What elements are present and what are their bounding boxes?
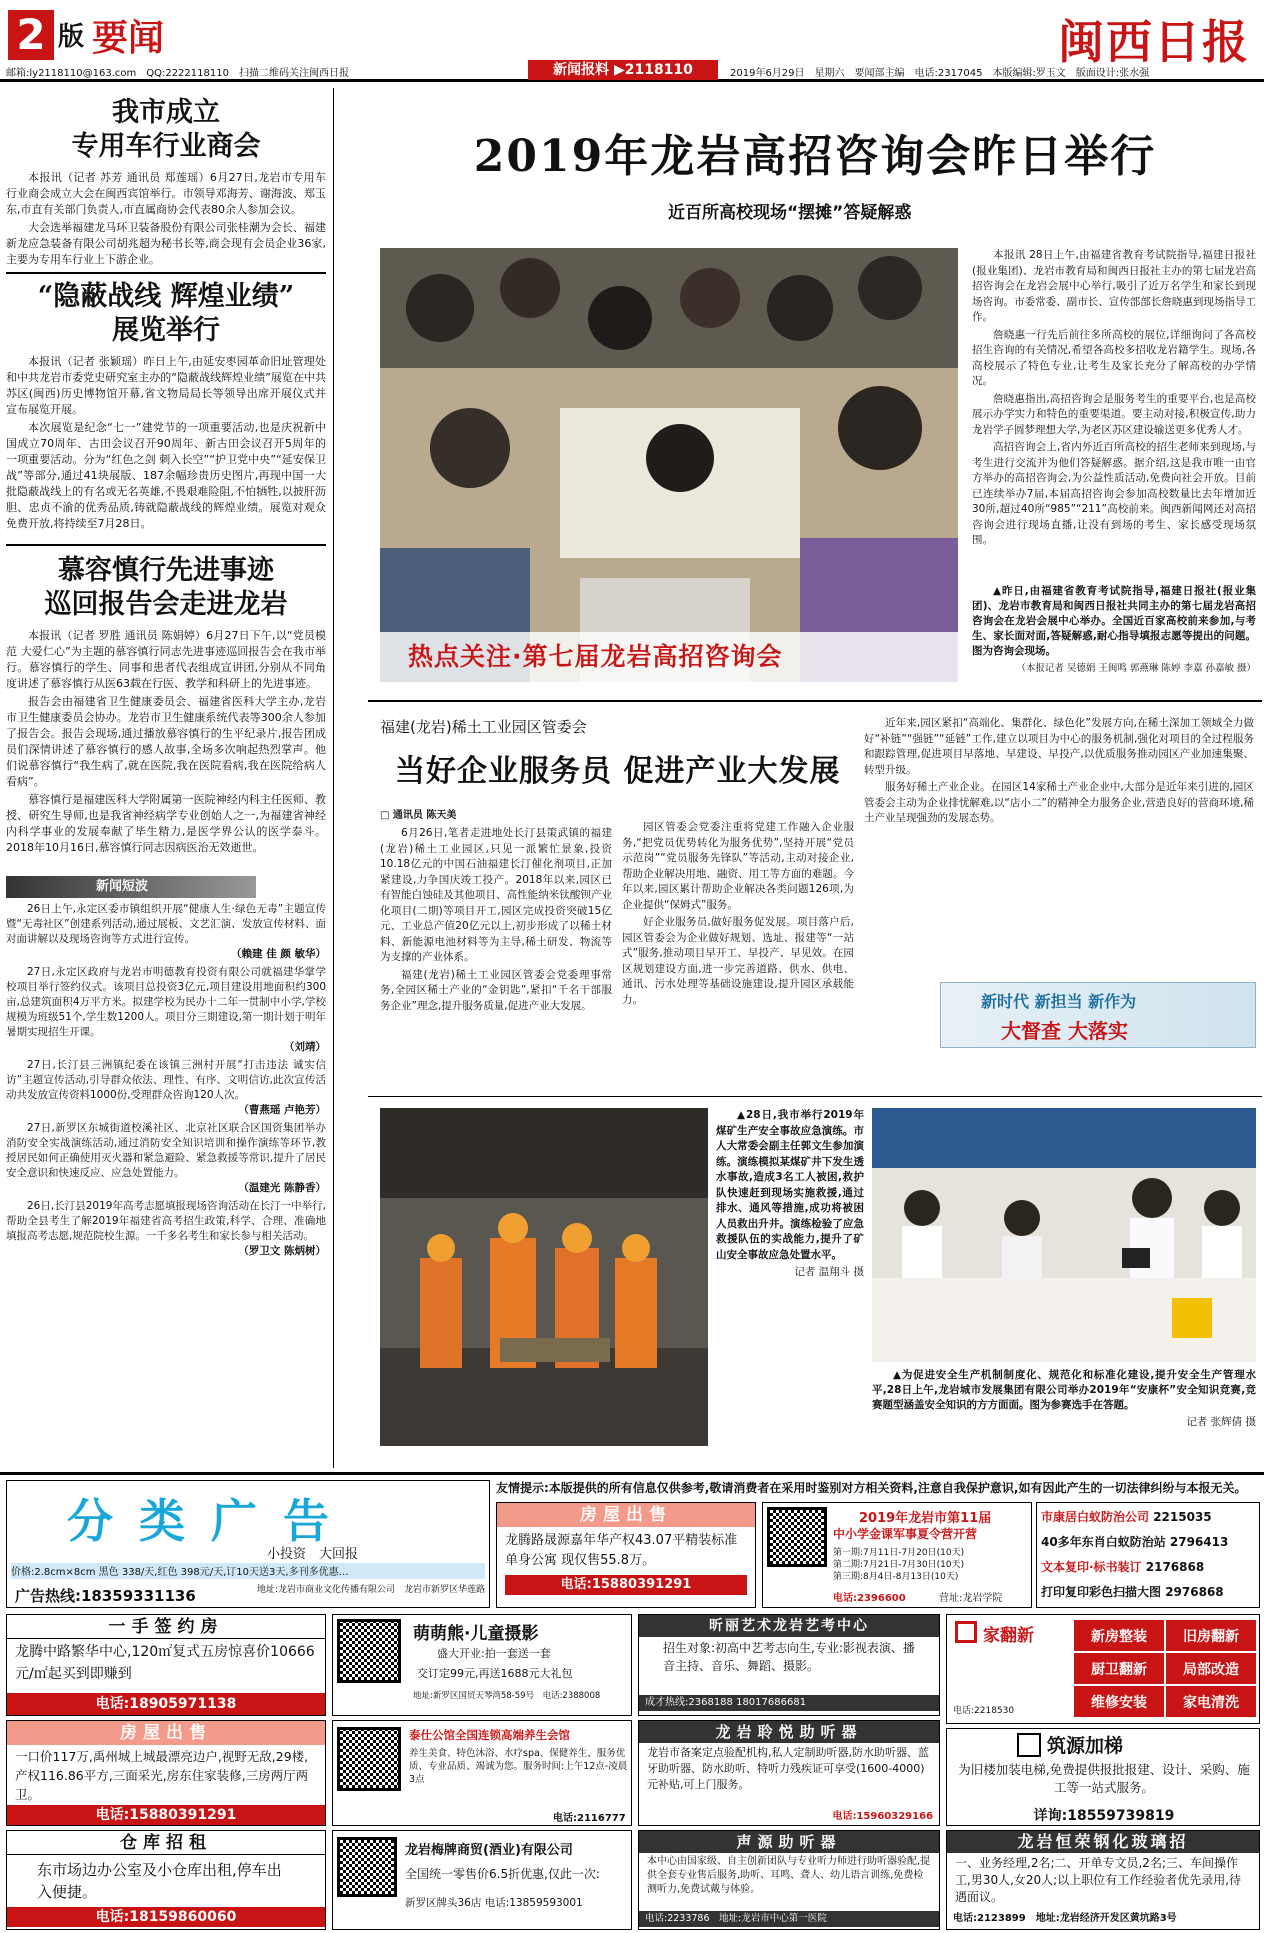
paragraph: 本次展览是纪念“七一”建党节的一项重要活动,也是庆祝新中国成立70周年、古田会议召开90周年、新古田会议召开5周年的一项重要活动。分为“红色之剑 刺入长空”“护卫党中央”“延安保卫战”等部分,通过41块展版、187余幅珍贵历史图片,再现中国一大批隐蔽战线上的有名或无名英雄,不畏艰难险阻,不怕牺牲,以披肝沥胆、忠贞不渝的优秀品质,铸就隐蔽战线的辉煌业绩。展览对观众免费开放,将持续至7月28日。: [6, 421, 326, 530]
title-line: 专用车行业商会: [71, 131, 261, 162]
contact-info: 邮箱:ly2118110@163.com QQ:2222118110 扫描二维码关注闽西日报: [6, 68, 349, 79]
ad-services: [1036, 1502, 1260, 1608]
newspaper-logo: 闽西日报: [1058, 15, 1250, 69]
ad-phone: 电话:15880391291: [505, 1575, 747, 1595]
ad-text: 第一期:7月11日-7月20日(10天): [833, 1548, 965, 1558]
ad-text: 交订定99元,再送1688元大礼包: [417, 1667, 573, 1680]
ad-text: 东市场边办公室及小仓库出租,停车出入便捷。: [37, 1861, 282, 1901]
article-body: [6, 354, 326, 538]
brief-list: [6, 902, 326, 1302]
article-column: [380, 826, 612, 1100]
ad-text: 养生美食、特色沐浴、水疗spa、保健养生、服务优质、专业品质、竭诚为您。服务时间:上午12点-凌晨3点: [409, 1748, 628, 1785]
main-headline-block: [368, 120, 1262, 230]
brief-header: 新闻短波: [6, 876, 256, 898]
ad-text: 招生对象:初高中艺考志向生,专业:影视表演、播音主持、音乐、舞蹈、摄影。: [663, 1641, 915, 1673]
brief-item: [6, 965, 326, 1055]
classified-price: 价格:2.8cm×8cm 黑色 338/天,红色 398元/天,订10天送3天,多刊多优惠…: [11, 1563, 485, 1579]
classified-ad-header: [6, 1480, 490, 1608]
paragraph: 本报讯（记者 张颖瑶）昨日上午,由延安枣园革命旧址管理处和中共龙岩市委党史研究室主办的“隐蔽战线辉煌业绩”展览在中共苏区(闽西)历史博物馆开幕,省文物局局长等领导出席开展仪式并宣布展览开展。: [6, 355, 326, 416]
ad-phone: 电话:2123899 地址:龙岩经济开发区黄坑路3号: [953, 1913, 1177, 1924]
brief-item: [6, 902, 326, 962]
ad-text: 文本复印·标书装订: [1041, 1560, 1142, 1574]
photo-banner-text: 热点关注·第七届龙岩高招咨询会: [408, 642, 783, 671]
article-column: [622, 820, 854, 1100]
contest-photo: [872, 1108, 1256, 1362]
paragraph: 本报讯（记者 罗胜 通讯员 陈娟婷）6月27日下午,以“党员模范 大爱仁心”为主题的慕容慎行同志先进事迹巡回报告会在我市举行。慕容慎行的学生、同事和患者代表组成宣讲团,分别从不同角度讲述了慕容慎行从医63载在行医、教学和科研上的先进事迹。: [6, 629, 326, 690]
title-line: 慕容慎行先进事迹: [58, 555, 274, 586]
ad-house-sale: [6, 1720, 326, 1826]
ad-warehouse-rent: [6, 1830, 326, 1930]
ad-phone: 2796413: [1169, 1535, 1229, 1549]
ad-liquor: [332, 1830, 632, 1930]
brief-byline: （温建光 陈静香）: [238, 1182, 326, 1194]
ad-title: 中小学金课军事夏令营开营: [833, 1527, 978, 1541]
main-photo: [380, 248, 958, 682]
ad-title: 昕丽艺术龙岩艺考中心: [639, 1615, 939, 1637]
crowd-photo-illustration: [380, 248, 958, 682]
building-icon: [1017, 1733, 1041, 1757]
paragraph: 园区管委会党委注重将党建工作融入企业服务,“把党员优势转化为服务优势”,坚持开展“党员示范岗”“党员服务先锋队”等活动,主动对接企业,帮助企业解决用地、融资、用工等方面的难题。今年以来,园区累计帮助企业解决各类问题126项,为企业提供“保姆式”服务。: [622, 821, 854, 911]
page-number: 2: [8, 10, 54, 60]
paragraph: 詹晓惠指出,高招咨询会是服务考生的重要平台,也是高校展示办学实力和特色的重要渠道。要主动对接,积极宣传,助力龙岩学子圆梦理想大学,为老区苏区建设输送更多优秀人才。: [972, 392, 1256, 436]
service-cell: 维修安装: [1074, 1686, 1164, 1717]
ad-phone: 2976868: [1165, 1585, 1224, 1599]
article-title: [6, 96, 326, 164]
ad-title: 筑源加梯: [1047, 1735, 1124, 1757]
byline: □ 通讯员 陈天美: [380, 810, 457, 821]
photo-caption: [972, 584, 1256, 692]
classified-title: 分类广告: [67, 1494, 355, 1548]
ad-phone: 2176868: [1145, 1560, 1205, 1574]
article-title: [6, 554, 326, 622]
ad-phone: 电话:18159860060: [7, 1907, 325, 1927]
ad-house-sale: [496, 1502, 756, 1608]
ad-text: 第三期:8月4日-8月13日(10天): [833, 1572, 959, 1582]
ad-phone: 电话:15960329166: [832, 1811, 933, 1822]
ad-first-hand-house: [6, 1614, 326, 1716]
ad-hearing-center: [638, 1830, 940, 1930]
ad-text: 一、业务经理,2名;二、开单专文员,2名;三、车间操作工,男30人,女20人;以上职位有工作经验者优先录用,待遇面议。: [955, 1856, 1242, 1904]
divider: [6, 272, 326, 274]
title-line: 我市成立: [112, 97, 220, 128]
classified-subtitle: 小投资 大回报: [267, 1547, 359, 1562]
photo-caption: [716, 1108, 864, 1446]
ad-title: 龙岩梅牌商贸(酒业)有限公司: [405, 1843, 573, 1858]
ad-text: 第二期:7月21日-7月30日(10天): [833, 1560, 965, 1570]
ad-spa: [332, 1720, 632, 1826]
ad-line: [1041, 1530, 1255, 1555]
brief-item: [6, 1121, 326, 1196]
brief-item: [6, 1199, 326, 1259]
ad-phone: 电话:2218530: [953, 1706, 1015, 1716]
title-line: 展览举行: [112, 315, 220, 346]
house-icon: [955, 1621, 977, 1643]
article-title: [6, 280, 326, 348]
news-hotline: 新闻报料 ▶2118110: [528, 60, 718, 80]
photo-credit: 记者 张辉倩 摄: [1186, 1416, 1256, 1428]
service-grid: [1073, 1619, 1257, 1719]
ad-title: 泰仕公馆全国连锁高端养生会馆: [409, 1728, 570, 1742]
brief-byline: （曹燕瑶 卢艳芳）: [238, 1104, 326, 1116]
divider: [6, 544, 326, 546]
column-rule: [333, 88, 334, 1468]
left-column: [6, 88, 326, 1468]
ad-phone: 电话:2233786 地址:龙岩市中心第一医院: [639, 1911, 939, 1927]
brief-byline: （赖建 佳 颜 敏华）: [231, 948, 326, 960]
ad-title: 萌萌熊·儿童摄影: [413, 1624, 539, 1644]
ad-phone: 电话:2396600: [833, 1593, 906, 1604]
ad-elevator: [946, 1728, 1260, 1826]
ad-art-school: [638, 1614, 940, 1716]
ad-recruitment: [946, 1830, 1260, 1930]
brief-byline: （罗卫文 陈炳树）: [238, 1245, 326, 1257]
classified-hotline: 广告热线:18359331136: [15, 1587, 196, 1605]
ad-text: 龙岩市备案定点验配机构,私人定制助听器,防水助听器、蓝牙助听器、防水助听、特听力残疾证可享受(1600-4000)元补贴,可上门服务。: [647, 1746, 929, 1791]
disclaimer: 友情提示:本版提供的所有信息仅供参考,敬请消费者在采用时鉴别对方相关资料,注意自我保护意识,如有因此产生的一切法律纠纷与本报无关。: [496, 1481, 1247, 1495]
page-suffix: 版: [58, 22, 85, 52]
ad-title: 声源助听器: [639, 1831, 939, 1853]
ad-text: 一口价117万,禹州城上城最漂亮边户,视野无敌,29楼,产权116.86平方,三面采光,房东住家装修,三房两厅两卫。: [15, 1749, 309, 1802]
main-headline: 2019年龙岩高招咨询会昨日举行: [473, 131, 1157, 182]
ad-summer-camp: [762, 1502, 1032, 1608]
ad-title: 一手签约房: [7, 1615, 325, 1639]
ad-line: [1041, 1580, 1255, 1605]
ad-address: 新罗区牌头36店 电话:13859593001: [405, 1897, 583, 1909]
ad-text: 龙腾中路繁华中心,120㎡复式五房惊喜价10666元/㎡起买到即赚到: [15, 1644, 315, 1682]
ad-line: [1041, 1555, 1255, 1580]
paragraph: 好企业服务员,做好服务促发展。项目落户后,园区管委会为企业做好规划、选址、报建等“一站式”服务,推动项目早开工、早投产、早见效。在园区规划建设方面,进一步完善道路、供水、供电、通讯、污水处理等基础设施建设,提升园区承载能力。: [622, 916, 854, 1006]
ad-text: 为旧楼加装电梯,免费提供报批报建、设计、采购、施工等一站式服务。: [958, 1762, 1250, 1795]
brief-byline: （刘靖）: [284, 1041, 326, 1053]
ad-phone: 电话:2116777: [553, 1813, 626, 1824]
article-title: 当好企业服务员 促进产业大发展: [395, 754, 841, 789]
ad-title: 家翻新: [983, 1626, 1034, 1646]
photo-credit: （本报记者 吴德娟 王闽鸣 郭燕琳 陈婷 李嘉 孙嘉敏 摄）: [1016, 663, 1256, 674]
service-cell: 新房整装: [1074, 1620, 1164, 1651]
ad-text: 市康居白蚁防治公司: [1041, 1510, 1150, 1524]
section-title: 要闻: [92, 18, 165, 59]
ad-title: 房屋出售: [7, 1721, 325, 1745]
ad-child-photography: [332, 1614, 632, 1716]
title-line: 巡回报告会走进龙岩: [44, 589, 288, 620]
paragraph: 本报讯（记者 苏芳 通讯员 郑莲瑶）6月27日,龙岩市专用车行业商会成立大会在闽西宾馆举行。市领导邓海芳、谢海波、郑玉东,市直有关部门负责人,市直属商协会代表80余人参加会议。: [6, 171, 326, 216]
masthead: [0, 0, 1264, 82]
caption-text: ▲昨日,由福建省教育考试院指导,福建日报社(报业集团)、龙岩市教育局和闽西日报社共同主办的第七届龙岩高招咨询会在龙岩会展中心举办。全国近百家高校前来参加,与考生、家长面对面,答疑解惑,耐心指导填报志愿等提出的问题。图为咨询会现场。: [972, 585, 1256, 657]
rescue-photo-illustration: [380, 1108, 708, 1446]
qr-code-icon: [767, 1507, 827, 1567]
ad-phone: 电话:18905971138: [7, 1693, 325, 1715]
ad-text: 本中心由国家级、自主创新团队与专业听力师进行助听器验配,提供全套专业售后服务,助听、耳鸣、聋人、幼儿语言训练,免费检测听力,免费试戴与体验。: [647, 1856, 931, 1895]
brief-text: 26日,长汀县2019年高考志愿填报现场咨询活动在长汀一中举行,帮助全县考生了解2019年福建省高考招生政策,科学、合理、准确地填报高考志愿,规范院校生源。一千多名考生和家长参与相关活动。: [6, 1200, 326, 1242]
brief-text: 27日,永定区政府与龙岩市明德教育投资有限公司就福建华掌学校项目举行签约仪式。该项目总投资3亿元,项目建设用地面积约300亩,总建筑面积4万平方米。拟建学校为民办十二年一贯制中小学,学校规模为班级51个,学生数1200人。项目分三期建设,第一期计划于明年暑期实现招生开课。: [6, 966, 326, 1038]
ad-text: 全国统一零售价6.5折优惠,仅此一次:: [405, 1867, 600, 1881]
ad-title: 龙岩恒荣钢化玻璃招: [947, 1831, 1259, 1853]
ad-title: 2019年龙岩市第11届: [859, 1511, 992, 1526]
paragraph: 大会选举福建龙马环卫装备股份有限公司张桂潮为会长、福建新龙应急装备有限公司胡兆超为秘书长等,商会现有会员企业36家,主要为专用车行业上下游企业。: [6, 221, 326, 266]
brief-text: 27日,新罗区东城街道校溪社区、北京社区联合区国资集团举办消防安全实战演练活动,通过消防安全知识培训和操作演练等环节,教授居民如何正确使用灭火器和紧急避险、紧急救援等常识,提升了居民安全意识和快速反应、应急处置能力。: [6, 1122, 326, 1179]
slogan-line: 新时代 新担当 新作为: [981, 992, 1137, 1011]
paragraph: 福建(龙岩)稀土工业园区管委会党委理事常务,全园区稀土产业的“金钥匙”,紧扣“千名干部服务企业”理念,提升服务质量,促进产业大发展。: [380, 968, 612, 1012]
paragraph: 詹晓惠一行先后前往多所高校的展位,详细询问了各高校招生咨询的有关情况,希望各高校多招收龙岩籍学生。现场,各高校展示了特色专业,让考生及家长充分了解高校的办学情况。: [972, 328, 1256, 387]
ads-divider: [0, 1472, 1264, 1475]
paragraph: 近年来,园区紧扣“高端化、集群化、绿色化”发展方向,在稀土深加工领域全力做好“补链”“强链”“延链”工作,建立以项目为中心的服务机制,强化对项目的全过程服务和跟踪管理,促进项目早落地、早建设、早投产,以优质服务推动园区产业加速集聚、转型升级。: [864, 717, 1254, 776]
article-body: [6, 170, 326, 266]
brief-text: 26日上午,永定区委市镇组织开展“健康人生·绿色无毒”主题宣传暨“无毒社区”创建系列活动,通过展板、文艺汇演、发放宣传材料、面对面讲解以及现场咨询等方式进行宣传。: [6, 903, 326, 945]
ad-line: [1041, 1505, 1255, 1530]
ad-text: 营址:龙岩学院: [939, 1593, 1003, 1604]
ad-text: 龙腾路晟源嘉年华产权43.07平精装标准单身公寓 现仅售55.8万。: [505, 1533, 738, 1568]
paragraph: 服务好稀土产业企业。在园区14家稀土产业企业中,大部分是近年来引进的,园区管委会主动为企业排忧解难,以“店小二”的精神全力服务企业,营造良好的营商环境,稀土产业呈现强劲的发展态势。: [864, 781, 1254, 824]
divider: [368, 700, 1262, 702]
rescue-photo: [380, 1108, 708, 1446]
qr-code-icon: [337, 1619, 401, 1683]
ad-phone: 电话:15880391291: [7, 1805, 325, 1825]
paragraph: 6月26日,笔者走进地处长汀县策武镇的福建(龙岩)稀土工业园区,只见一派繁忙景象,投资10.18亿元的中国石油福建长汀催化剂项目,正加紧建设,力争国庆竣工投产。2018年以来,园区已有智能白蚀硅及其他项目、高性能纳米钛酸钡产业化项目(二期)等项目开工,园区完成投资突破15亿元、工业总产值20亿元以上,初步形成了以稀土材料、新能源电池材料等为主导,稀土研发、物流等为支撑的产业体系。: [380, 827, 612, 963]
contest-photo-illustration: [872, 1108, 1256, 1362]
photo-credit: 记者 温翔斗 摄: [794, 1266, 864, 1278]
classified-address: 地址:龙岩市商业文化传播有限公司 龙岩市新罗区华莲路: [257, 1585, 486, 1595]
ad-text: 40多年东肖白蚁防治站: [1041, 1535, 1166, 1549]
ad-title: 龙岩聆悦助听器: [639, 1721, 939, 1743]
ad-phone: 2215035: [1153, 1510, 1212, 1524]
ad-phone: 成才热线:2368188 18017686681: [639, 1695, 939, 1711]
title-line: “隐蔽战线 辉煌业绩”: [37, 281, 295, 312]
paragraph: 慕容慎行是福建医科大学附属第一医院神经内科主任医师、教授、研究生导师,也是我省神经病学专业创始人之一,为福建省神经内科学事业的发展奉献了毕生精力,是医学界公认的医学泰斗。2018年10月16日,慕容慎行同志因病医治无效逝世。: [6, 793, 326, 854]
slogan-line: 大督查 大落实: [1001, 1019, 1128, 1043]
qr-code-icon: [337, 1727, 401, 1791]
service-cell: 局部改造: [1166, 1653, 1256, 1684]
ad-text: 打印复印彩色扫描大图: [1041, 1585, 1162, 1599]
issue-info: 2019年6月29日 星期六 要闻部主编 电话:2317045 本版编辑:罗玉文 版面设计:张水强: [730, 68, 1150, 79]
ad-address: 地址:新罗区国贸天琴湾58-59号 电话:2388008: [413, 1691, 601, 1701]
ad-renovation: [946, 1614, 1260, 1724]
divider: [368, 1096, 1262, 1097]
service-cell: 旧房翻新: [1166, 1620, 1256, 1651]
ad-title: 房屋出售: [497, 1503, 755, 1527]
article-column: [864, 716, 1254, 970]
main-story-body: [972, 248, 1256, 578]
brief-item: [6, 1058, 326, 1118]
photo-caption: [872, 1368, 1256, 1450]
article-kicker: 福建(龙岩)稀土工业园区管委会: [380, 718, 587, 736]
ad-hearing-aid: [638, 1720, 940, 1826]
brief-text: 27日,长汀县三洲镇纪委在该镇三洲村开展“打击违法 诚实信访”主题宣传活动,引导群众依法、理性、有序、文明信访,此次宣传活动共发放宣传资料1000份,受理群众咨询120人次。: [6, 1059, 326, 1101]
ad-text: 盛大开业:拍一套送一套: [437, 1647, 551, 1660]
qr-code-icon: [337, 1837, 397, 1897]
paragraph: 高招咨询会上,省内外近百所高校的招生老师来到现场,与考生进行交流并为他们答疑解惑。据介绍,这是我市唯一由官方举办的高招咨询会,为公益性质活动,免费向社会开放。目前已连续举办7届,本届高招咨询会参加高校数量比去年增加近30所,超过40所“985”“211”高校前来。闽西新闻网还对高招咨询会进行现场直播,让没有到场的考生、家长感受现场氛围。: [972, 441, 1256, 546]
caption-text: ▲为促进安全生产机制制度化、规范化和标准化建设,提升安全生产管理水平,28日上午,龙岩城市发展集团有限公司举办2019年“安康杯”安全知识竞赛,竞赛题型涵盖安全知识的方方面面。图为参赛选手在答题。: [872, 1369, 1256, 1411]
slogan-banner: [940, 982, 1256, 1048]
ad-phone: 详询:18559739819: [1033, 1808, 1175, 1824]
service-cell: 家电清洗: [1166, 1686, 1256, 1717]
paragraph: 本报讯 28日上午,由福建省教育考试院指导,福建日报社(报业集团)、龙岩市教育局和闽西日报社主办的第七届龙岩高招咨询会在龙岩会展中心举行,吸引了近万名学生和家长到现场咨询。市委常委、副市长、宣传部部长詹晓惠到现场指导工作。: [972, 249, 1256, 323]
caption-text: ▲28日,我市举行2019年煤矿生产安全事故应急演练。市人大常委会副主任郭文生参加演练。演练模拟某煤矿井下发生透水事故,造成3名工人被困,救护队快速赶到现场实施救援,通过排水、通风等措施,成功将被困人员救出升井。演练检验了应急救援队伍的实战能力,提升了矿山安全事故应急处置水平。: [716, 1109, 864, 1261]
article-body: [6, 628, 326, 862]
service-cell: 厨卫翻新: [1074, 1653, 1164, 1684]
ad-title: 仓库招租: [7, 1831, 325, 1855]
paragraph: 报告会由福建省卫生健康委员会、福建省医科大学主办,龙岩市卫生健康委员会协办。龙岩市卫生健康系统代表等300余人参加了报告会。报告会现场,通过播放慕容慎行的生平纪录片,报告团成员们深情讲述了慕容慎行的感人故事,全场多次响起热烈掌声。他们说慕容慎行“我生病了,就在医院,我在医院看病,我在医院给病人看病”。: [6, 695, 326, 788]
main-subhead: 近百所高校现场“摆摊”答疑解惑: [668, 203, 912, 223]
